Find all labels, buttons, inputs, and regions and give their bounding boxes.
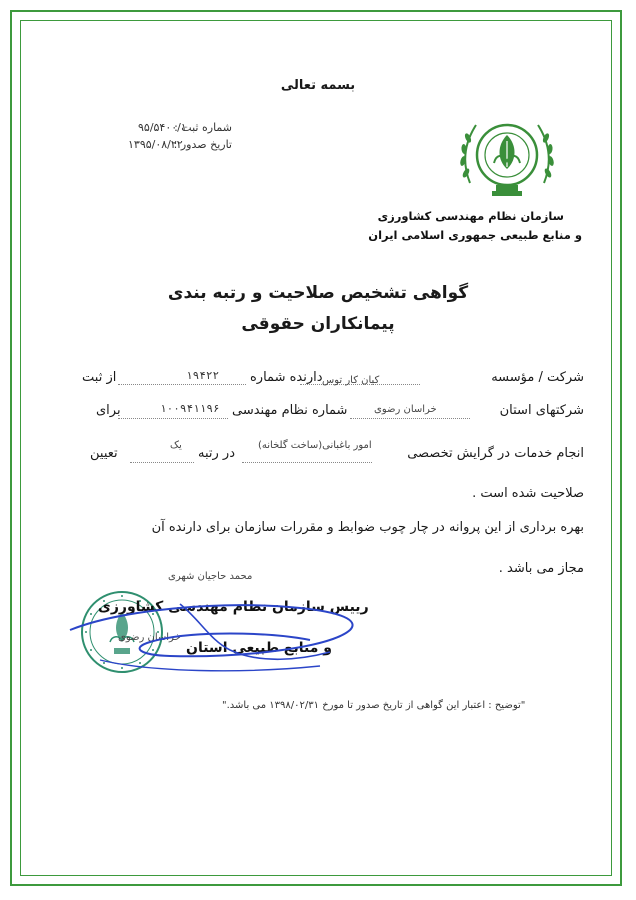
certificate-subtitle: پیمانکاران حقوقی <box>241 314 395 334</box>
validity-note: "توضیح : اعتبار این گواهی از تاریخ صدور تا مورخ ۱۳۹۸/۰۲/۳۱ می باشد." <box>222 700 526 711</box>
eng-dotted-line <box>118 418 228 419</box>
eng-number-value: ۱۰۰۹۴۱۱۹۶ <box>160 402 220 415</box>
for-label: برای <box>96 403 121 418</box>
holder-dotted-line <box>118 384 246 385</box>
rank-dotted-line <box>130 462 194 463</box>
registry-label: از ثبت <box>82 370 117 385</box>
signer-name: محمد حاجیان شهری <box>168 571 253 582</box>
company-label: شرکت / مؤسسه <box>491 370 584 385</box>
issue-date-label: تاریخ صدور : <box>173 138 232 151</box>
holder-label: دارنده شماره <box>250 370 323 385</box>
eng-number-label: شماره نظام مهندسی <box>232 403 348 418</box>
allowed-text: مجاز می باشد . <box>498 561 584 576</box>
signer-title-line1: رییس سازمان نظام مهندسی کشاورزی <box>98 599 369 615</box>
specialty-dotted-line <box>242 462 372 463</box>
signer-title-line2: و منابع طبیعی استان <box>186 640 332 656</box>
usage-text: بهره برداری از این پروانه در چار چوب ضوابط و مقررات سازمان برای دارنده آن <box>151 520 584 535</box>
company-value: کیان کار توس <box>322 375 380 386</box>
signer-province: خراسان رضوی <box>118 632 181 643</box>
specialty-value: امور باغبانی(ساخت گلخانه) <box>258 440 372 451</box>
issue-date-value: ۱۳۹۵/۰۸/۲۲ <box>128 138 183 151</box>
rank-value: یک <box>170 440 182 451</box>
rank-label: در رتبه <box>198 446 235 461</box>
reg-number-value: ۹۵/۵۴۰۰/۱ <box>138 121 187 134</box>
organization-name-line1: سازمان نظام مهندسی کشاورزی <box>377 209 564 223</box>
certificate-title: گواهی تشخیص صلاحیت و رتبه بندی <box>167 283 469 303</box>
organization-name-line2: و منابع طبیعی جمهوری اسلامی ایران <box>368 228 582 242</box>
province-label: شرکتهای استان <box>499 403 584 418</box>
province-dotted-line <box>350 418 470 419</box>
determined-label: تعیین <box>90 446 118 461</box>
organization-logo-icon <box>452 105 562 205</box>
qualified-text: صلاحیت شده است . <box>472 486 584 501</box>
handwritten-signature-icon <box>60 590 370 680</box>
holder-value: ۱۹۴۲۲ <box>186 369 220 382</box>
province-value: خراسان رضوی <box>374 404 437 415</box>
bismillah: بسمه تعالی <box>280 78 356 93</box>
service-label: انجام خدمات در گرایش تخصصی <box>407 446 584 461</box>
reg-number-label: شماره ثبت : <box>174 121 232 134</box>
